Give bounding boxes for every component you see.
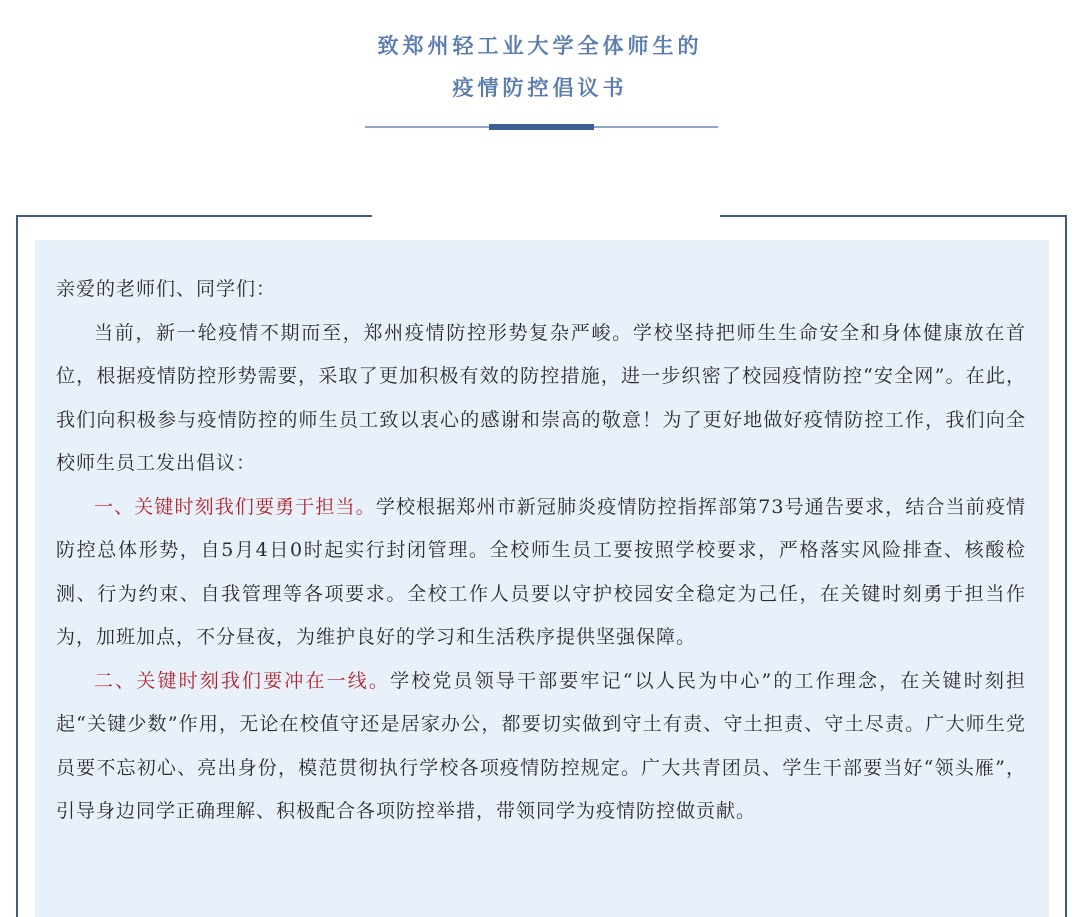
title-divider-accent bbox=[489, 124, 594, 130]
frame-border-top-right bbox=[720, 215, 1067, 217]
point-2-paragraph bbox=[56, 660, 1026, 834]
frame-border-left bbox=[16, 215, 18, 917]
letter-title-line1: 致郑州轻工业大学全体师生的 bbox=[377, 34, 703, 58]
letter-title-line2: 疫情防控倡议书 bbox=[452, 76, 628, 100]
point-1-heading: 一、关键时刻我们要勇于担当。 bbox=[94, 495, 376, 518]
point-1-body: 学校根据郑州市新冠肺炎疫情防控指挥部第73号通告要求，结合当前疫情防控总体形势，自5月4日0时起实行封闭管理。全校师生员工要按照学校要求，严格落实风险排查、核酸检测、行为约束、自我管理等各项要求。全校工作人员要以守护校园安全稳定为己任，在关键时刻勇于担当作为，加班加点，不分昼夜，为维护良好的学习和生活秩序提供坚强保障。 bbox=[56, 495, 1026, 648]
point-1-paragraph bbox=[56, 486, 1026, 660]
letter-body bbox=[56, 268, 1026, 834]
salutation: 亲爱的老师们、同学们： bbox=[56, 278, 277, 300]
point-2-heading: 二、关键时刻我们要冲在一线。 bbox=[94, 669, 391, 692]
intro-paragraph: 当前，新一轮疫情不期而至，郑州疫情防控形势复杂严峻。学校坚持把师生生命安全和身体健康放在首位，根据疫情防控形势需要，采取了更加积极有效的防控措施，进一步织密了校园疫情防控“安全网”。在此，我们向积极参与疫情防控的师生员工致以衷心的感谢和崇高的敬意！为了更好地做好疫情防控工作，我们向全校师生员工发出倡议： bbox=[56, 321, 1026, 474]
frame-border-top-left bbox=[16, 215, 372, 217]
point-2-body: 学校党员领导干部要牢记“以人民为中心”的工作理念，在关键时刻担起“关键少数”作用，无论在校值守还是居家办公，都要切实做到守土有责、守土担责、守土尽责。广大师生党员要不忘初心、亮出身份，模范贯彻执行学校各项疫情防控规定。广大共青团员、学生干部要当好“领头雁”，引导身边同学正确理解、积极配合各项防控举措，带领同学为疫情防控做贡献。 bbox=[56, 669, 1026, 822]
frame-border-right bbox=[1065, 215, 1067, 917]
